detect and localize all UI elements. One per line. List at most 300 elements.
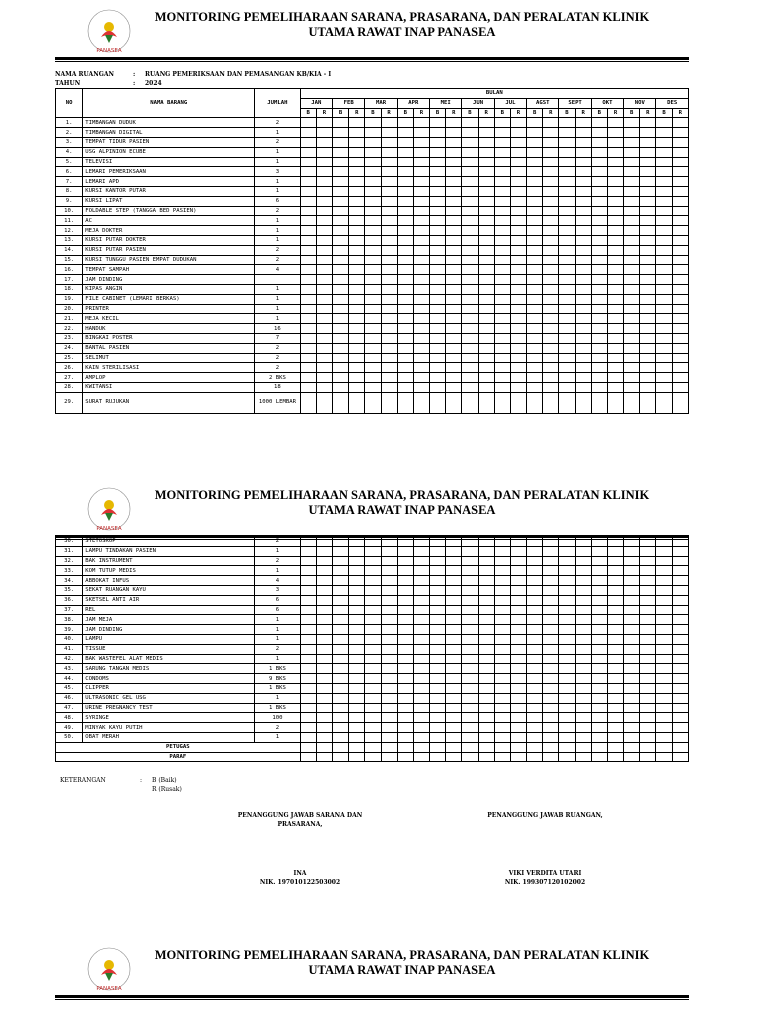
check-cell[interactable] xyxy=(591,576,607,586)
check-cell[interactable] xyxy=(300,723,316,733)
check-cell[interactable] xyxy=(656,674,672,684)
check-cell[interactable] xyxy=(591,373,607,383)
check-cell[interactable] xyxy=(624,363,640,373)
check-cell[interactable] xyxy=(430,693,446,703)
check-cell[interactable] xyxy=(527,585,543,595)
check-cell[interactable] xyxy=(510,186,526,196)
check-cell[interactable] xyxy=(300,585,316,595)
check-cell[interactable] xyxy=(316,245,332,255)
check-cell[interactable] xyxy=(591,314,607,324)
check-cell[interactable] xyxy=(381,167,397,177)
sign-cell[interactable] xyxy=(672,742,688,752)
check-cell[interactable] xyxy=(413,713,429,723)
check-cell[interactable] xyxy=(462,634,478,644)
check-cell[interactable] xyxy=(640,147,656,157)
check-cell[interactable] xyxy=(349,284,365,294)
check-cell[interactable] xyxy=(575,664,591,674)
check-cell[interactable] xyxy=(527,245,543,255)
sign-cell[interactable] xyxy=(462,752,478,762)
check-cell[interactable] xyxy=(543,605,559,615)
check-cell[interactable] xyxy=(624,392,640,413)
check-cell[interactable] xyxy=(365,644,381,654)
check-cell[interactable] xyxy=(413,304,429,314)
check-cell[interactable] xyxy=(446,177,462,187)
check-cell[interactable] xyxy=(494,314,510,324)
check-cell[interactable] xyxy=(510,537,526,547)
check-cell[interactable] xyxy=(446,265,462,275)
check-cell[interactable] xyxy=(446,216,462,226)
check-cell[interactable] xyxy=(672,615,688,625)
check-cell[interactable] xyxy=(591,713,607,723)
check-cell[interactable] xyxy=(349,324,365,334)
check-cell[interactable] xyxy=(478,615,494,625)
check-cell[interactable] xyxy=(430,128,446,138)
check-cell[interactable] xyxy=(446,576,462,586)
check-cell[interactable] xyxy=(316,713,332,723)
check-cell[interactable] xyxy=(397,196,413,206)
check-cell[interactable] xyxy=(333,343,349,353)
check-cell[interactable] xyxy=(462,186,478,196)
check-cell[interactable] xyxy=(478,226,494,236)
check-cell[interactable] xyxy=(430,546,446,556)
check-cell[interactable] xyxy=(510,576,526,586)
check-cell[interactable] xyxy=(591,634,607,644)
check-cell[interactable] xyxy=(510,664,526,674)
check-cell[interactable] xyxy=(300,167,316,177)
check-cell[interactable] xyxy=(397,605,413,615)
check-cell[interactable] xyxy=(316,693,332,703)
check-cell[interactable] xyxy=(624,566,640,576)
check-cell[interactable] xyxy=(575,226,591,236)
check-cell[interactable] xyxy=(559,343,575,353)
check-cell[interactable] xyxy=(478,294,494,304)
check-cell[interactable] xyxy=(607,723,623,733)
check-cell[interactable] xyxy=(624,245,640,255)
check-cell[interactable] xyxy=(316,177,332,187)
check-cell[interactable] xyxy=(381,157,397,167)
check-cell[interactable] xyxy=(478,265,494,275)
check-cell[interactable] xyxy=(672,363,688,373)
check-cell[interactable] xyxy=(575,693,591,703)
check-cell[interactable] xyxy=(559,284,575,294)
check-cell[interactable] xyxy=(333,294,349,304)
sign-cell[interactable] xyxy=(591,752,607,762)
check-cell[interactable] xyxy=(300,634,316,644)
check-cell[interactable] xyxy=(559,654,575,664)
check-cell[interactable] xyxy=(607,186,623,196)
check-cell[interactable] xyxy=(381,615,397,625)
check-cell[interactable] xyxy=(397,128,413,138)
check-cell[interactable] xyxy=(640,137,656,147)
check-cell[interactable] xyxy=(591,255,607,265)
check-cell[interactable] xyxy=(640,595,656,605)
check-cell[interactable] xyxy=(397,674,413,684)
check-cell[interactable] xyxy=(300,566,316,576)
check-cell[interactable] xyxy=(478,556,494,566)
check-cell[interactable] xyxy=(478,585,494,595)
check-cell[interactable] xyxy=(607,625,623,635)
check-cell[interactable] xyxy=(494,363,510,373)
check-cell[interactable] xyxy=(397,235,413,245)
check-cell[interactable] xyxy=(624,137,640,147)
check-cell[interactable] xyxy=(397,683,413,693)
check-cell[interactable] xyxy=(575,294,591,304)
check-cell[interactable] xyxy=(478,128,494,138)
check-cell[interactable] xyxy=(607,137,623,147)
check-cell[interactable] xyxy=(640,167,656,177)
check-cell[interactable] xyxy=(527,177,543,187)
check-cell[interactable] xyxy=(365,343,381,353)
check-cell[interactable] xyxy=(349,595,365,605)
check-cell[interactable] xyxy=(397,167,413,177)
check-cell[interactable] xyxy=(333,275,349,285)
check-cell[interactable] xyxy=(478,353,494,363)
check-cell[interactable] xyxy=(333,382,349,392)
check-cell[interactable] xyxy=(607,118,623,128)
check-cell[interactable] xyxy=(316,235,332,245)
check-cell[interactable] xyxy=(316,363,332,373)
check-cell[interactable] xyxy=(446,284,462,294)
check-cell[interactable] xyxy=(640,196,656,206)
check-cell[interactable] xyxy=(672,732,688,742)
check-cell[interactable] xyxy=(349,566,365,576)
check-cell[interactable] xyxy=(349,713,365,723)
check-cell[interactable] xyxy=(333,167,349,177)
check-cell[interactable] xyxy=(559,206,575,216)
check-cell[interactable] xyxy=(397,713,413,723)
check-cell[interactable] xyxy=(543,595,559,605)
check-cell[interactable] xyxy=(365,324,381,334)
check-cell[interactable] xyxy=(478,314,494,324)
check-cell[interactable] xyxy=(510,333,526,343)
check-cell[interactable] xyxy=(607,363,623,373)
check-cell[interactable] xyxy=(397,265,413,275)
check-cell[interactable] xyxy=(349,382,365,392)
check-cell[interactable] xyxy=(430,226,446,236)
check-cell[interactable] xyxy=(333,615,349,625)
check-cell[interactable] xyxy=(591,605,607,615)
check-cell[interactable] xyxy=(607,634,623,644)
check-cell[interactable] xyxy=(430,157,446,167)
check-cell[interactable] xyxy=(607,674,623,684)
check-cell[interactable] xyxy=(527,392,543,413)
check-cell[interactable] xyxy=(349,585,365,595)
check-cell[interactable] xyxy=(591,683,607,693)
check-cell[interactable] xyxy=(575,147,591,157)
check-cell[interactable] xyxy=(624,294,640,304)
check-cell[interactable] xyxy=(494,605,510,615)
check-cell[interactable] xyxy=(430,713,446,723)
check-cell[interactable] xyxy=(333,333,349,343)
check-cell[interactable] xyxy=(510,157,526,167)
check-cell[interactable] xyxy=(527,157,543,167)
check-cell[interactable] xyxy=(413,723,429,733)
sign-cell[interactable] xyxy=(510,752,526,762)
check-cell[interactable] xyxy=(591,235,607,245)
check-cell[interactable] xyxy=(591,392,607,413)
sign-cell[interactable] xyxy=(575,742,591,752)
check-cell[interactable] xyxy=(494,664,510,674)
check-cell[interactable] xyxy=(543,333,559,343)
check-cell[interactable] xyxy=(381,186,397,196)
check-cell[interactable] xyxy=(300,576,316,586)
check-cell[interactable] xyxy=(333,314,349,324)
check-cell[interactable] xyxy=(575,353,591,363)
check-cell[interactable] xyxy=(349,693,365,703)
check-cell[interactable] xyxy=(430,723,446,733)
check-cell[interactable] xyxy=(591,186,607,196)
check-cell[interactable] xyxy=(333,556,349,566)
check-cell[interactable] xyxy=(316,294,332,304)
check-cell[interactable] xyxy=(640,634,656,644)
check-cell[interactable] xyxy=(656,226,672,236)
check-cell[interactable] xyxy=(300,615,316,625)
check-cell[interactable] xyxy=(381,255,397,265)
check-cell[interactable] xyxy=(510,128,526,138)
check-cell[interactable] xyxy=(624,235,640,245)
check-cell[interactable] xyxy=(413,284,429,294)
check-cell[interactable] xyxy=(543,546,559,556)
check-cell[interactable] xyxy=(381,324,397,334)
check-cell[interactable] xyxy=(494,157,510,167)
check-cell[interactable] xyxy=(591,664,607,674)
check-cell[interactable] xyxy=(478,157,494,167)
check-cell[interactable] xyxy=(430,304,446,314)
check-cell[interactable] xyxy=(413,245,429,255)
check-cell[interactable] xyxy=(300,644,316,654)
check-cell[interactable] xyxy=(446,382,462,392)
check-cell[interactable] xyxy=(640,664,656,674)
check-cell[interactable] xyxy=(624,167,640,177)
check-cell[interactable] xyxy=(300,226,316,236)
check-cell[interactable] xyxy=(656,625,672,635)
sign-cell[interactable] xyxy=(430,752,446,762)
check-cell[interactable] xyxy=(543,585,559,595)
check-cell[interactable] xyxy=(478,275,494,285)
check-cell[interactable] xyxy=(381,566,397,576)
check-cell[interactable] xyxy=(494,294,510,304)
check-cell[interactable] xyxy=(430,284,446,294)
check-cell[interactable] xyxy=(672,314,688,324)
check-cell[interactable] xyxy=(656,118,672,128)
check-cell[interactable] xyxy=(656,196,672,206)
check-cell[interactable] xyxy=(591,206,607,216)
check-cell[interactable] xyxy=(527,255,543,265)
check-cell[interactable] xyxy=(510,206,526,216)
check-cell[interactable] xyxy=(381,196,397,206)
check-cell[interactable] xyxy=(381,275,397,285)
check-cell[interactable] xyxy=(575,556,591,566)
check-cell[interactable] xyxy=(397,537,413,547)
check-cell[interactable] xyxy=(316,566,332,576)
check-cell[interactable] xyxy=(527,654,543,664)
check-cell[interactable] xyxy=(333,595,349,605)
check-cell[interactable] xyxy=(591,723,607,733)
check-cell[interactable] xyxy=(430,644,446,654)
check-cell[interactable] xyxy=(316,615,332,625)
check-cell[interactable] xyxy=(349,625,365,635)
check-cell[interactable] xyxy=(624,674,640,684)
check-cell[interactable] xyxy=(624,206,640,216)
check-cell[interactable] xyxy=(397,226,413,236)
check-cell[interactable] xyxy=(543,304,559,314)
check-cell[interactable] xyxy=(607,304,623,314)
check-cell[interactable] xyxy=(672,595,688,605)
check-cell[interactable] xyxy=(316,674,332,684)
check-cell[interactable] xyxy=(510,615,526,625)
check-cell[interactable] xyxy=(527,576,543,586)
check-cell[interactable] xyxy=(575,206,591,216)
check-cell[interactable] xyxy=(446,732,462,742)
check-cell[interactable] xyxy=(656,128,672,138)
check-cell[interactable] xyxy=(349,196,365,206)
check-cell[interactable] xyxy=(397,576,413,586)
check-cell[interactable] xyxy=(656,314,672,324)
check-cell[interactable] xyxy=(640,723,656,733)
check-cell[interactable] xyxy=(656,382,672,392)
check-cell[interactable] xyxy=(397,177,413,187)
check-cell[interactable] xyxy=(527,186,543,196)
check-cell[interactable] xyxy=(672,713,688,723)
check-cell[interactable] xyxy=(333,265,349,275)
check-cell[interactable] xyxy=(672,324,688,334)
check-cell[interactable] xyxy=(381,226,397,236)
check-cell[interactable] xyxy=(640,128,656,138)
check-cell[interactable] xyxy=(494,615,510,625)
check-cell[interactable] xyxy=(381,333,397,343)
check-cell[interactable] xyxy=(510,177,526,187)
check-cell[interactable] xyxy=(381,382,397,392)
check-cell[interactable] xyxy=(316,314,332,324)
check-cell[interactable] xyxy=(333,216,349,226)
check-cell[interactable] xyxy=(478,576,494,586)
check-cell[interactable] xyxy=(478,373,494,383)
check-cell[interactable] xyxy=(381,585,397,595)
check-cell[interactable] xyxy=(316,576,332,586)
check-cell[interactable] xyxy=(494,235,510,245)
check-cell[interactable] xyxy=(527,546,543,556)
check-cell[interactable] xyxy=(381,363,397,373)
check-cell[interactable] xyxy=(559,314,575,324)
check-cell[interactable] xyxy=(397,693,413,703)
check-cell[interactable] xyxy=(349,265,365,275)
check-cell[interactable] xyxy=(640,556,656,566)
check-cell[interactable] xyxy=(430,147,446,157)
sign-cell[interactable] xyxy=(624,752,640,762)
check-cell[interactable] xyxy=(300,324,316,334)
check-cell[interactable] xyxy=(365,147,381,157)
check-cell[interactable] xyxy=(349,373,365,383)
check-cell[interactable] xyxy=(316,703,332,713)
check-cell[interactable] xyxy=(656,343,672,353)
check-cell[interactable] xyxy=(591,353,607,363)
check-cell[interactable] xyxy=(672,674,688,684)
check-cell[interactable] xyxy=(413,353,429,363)
check-cell[interactable] xyxy=(446,595,462,605)
sign-cell[interactable] xyxy=(300,742,316,752)
check-cell[interactable] xyxy=(365,186,381,196)
check-cell[interactable] xyxy=(607,343,623,353)
check-cell[interactable] xyxy=(543,644,559,654)
check-cell[interactable] xyxy=(349,537,365,547)
check-cell[interactable] xyxy=(349,137,365,147)
check-cell[interactable] xyxy=(575,216,591,226)
check-cell[interactable] xyxy=(397,556,413,566)
check-cell[interactable] xyxy=(333,674,349,684)
check-cell[interactable] xyxy=(672,157,688,167)
check-cell[interactable] xyxy=(672,216,688,226)
check-cell[interactable] xyxy=(381,723,397,733)
check-cell[interactable] xyxy=(656,304,672,314)
check-cell[interactable] xyxy=(527,644,543,654)
check-cell[interactable] xyxy=(543,167,559,177)
check-cell[interactable] xyxy=(624,625,640,635)
check-cell[interactable] xyxy=(446,333,462,343)
check-cell[interactable] xyxy=(575,245,591,255)
check-cell[interactable] xyxy=(333,137,349,147)
check-cell[interactable] xyxy=(575,634,591,644)
check-cell[interactable] xyxy=(510,353,526,363)
check-cell[interactable] xyxy=(365,363,381,373)
check-cell[interactable] xyxy=(462,556,478,566)
check-cell[interactable] xyxy=(640,392,656,413)
check-cell[interactable] xyxy=(656,167,672,177)
check-cell[interactable] xyxy=(510,566,526,576)
check-cell[interactable] xyxy=(607,713,623,723)
check-cell[interactable] xyxy=(575,703,591,713)
check-cell[interactable] xyxy=(365,206,381,216)
check-cell[interactable] xyxy=(607,683,623,693)
check-cell[interactable] xyxy=(397,373,413,383)
check-cell[interactable] xyxy=(381,392,397,413)
check-cell[interactable] xyxy=(624,186,640,196)
check-cell[interactable] xyxy=(300,556,316,566)
check-cell[interactable] xyxy=(430,265,446,275)
check-cell[interactable] xyxy=(381,546,397,556)
check-cell[interactable] xyxy=(478,363,494,373)
check-cell[interactable] xyxy=(430,235,446,245)
check-cell[interactable] xyxy=(316,304,332,314)
check-cell[interactable] xyxy=(494,284,510,294)
check-cell[interactable] xyxy=(510,595,526,605)
check-cell[interactable] xyxy=(349,674,365,684)
check-cell[interactable] xyxy=(494,147,510,157)
check-cell[interactable] xyxy=(640,732,656,742)
check-cell[interactable] xyxy=(591,566,607,576)
check-cell[interactable] xyxy=(333,304,349,314)
check-cell[interactable] xyxy=(397,664,413,674)
check-cell[interactable] xyxy=(397,186,413,196)
check-cell[interactable] xyxy=(397,615,413,625)
check-cell[interactable] xyxy=(462,703,478,713)
check-cell[interactable] xyxy=(543,118,559,128)
check-cell[interactable] xyxy=(494,713,510,723)
check-cell[interactable] xyxy=(478,674,494,684)
check-cell[interactable] xyxy=(365,333,381,343)
check-cell[interactable] xyxy=(462,595,478,605)
check-cell[interactable] xyxy=(656,235,672,245)
sign-cell[interactable] xyxy=(672,752,688,762)
check-cell[interactable] xyxy=(591,537,607,547)
check-cell[interactable] xyxy=(381,343,397,353)
check-cell[interactable] xyxy=(413,363,429,373)
check-cell[interactable] xyxy=(543,683,559,693)
check-cell[interactable] xyxy=(333,576,349,586)
check-cell[interactable] xyxy=(349,732,365,742)
check-cell[interactable] xyxy=(559,157,575,167)
check-cell[interactable] xyxy=(527,634,543,644)
check-cell[interactable] xyxy=(559,216,575,226)
